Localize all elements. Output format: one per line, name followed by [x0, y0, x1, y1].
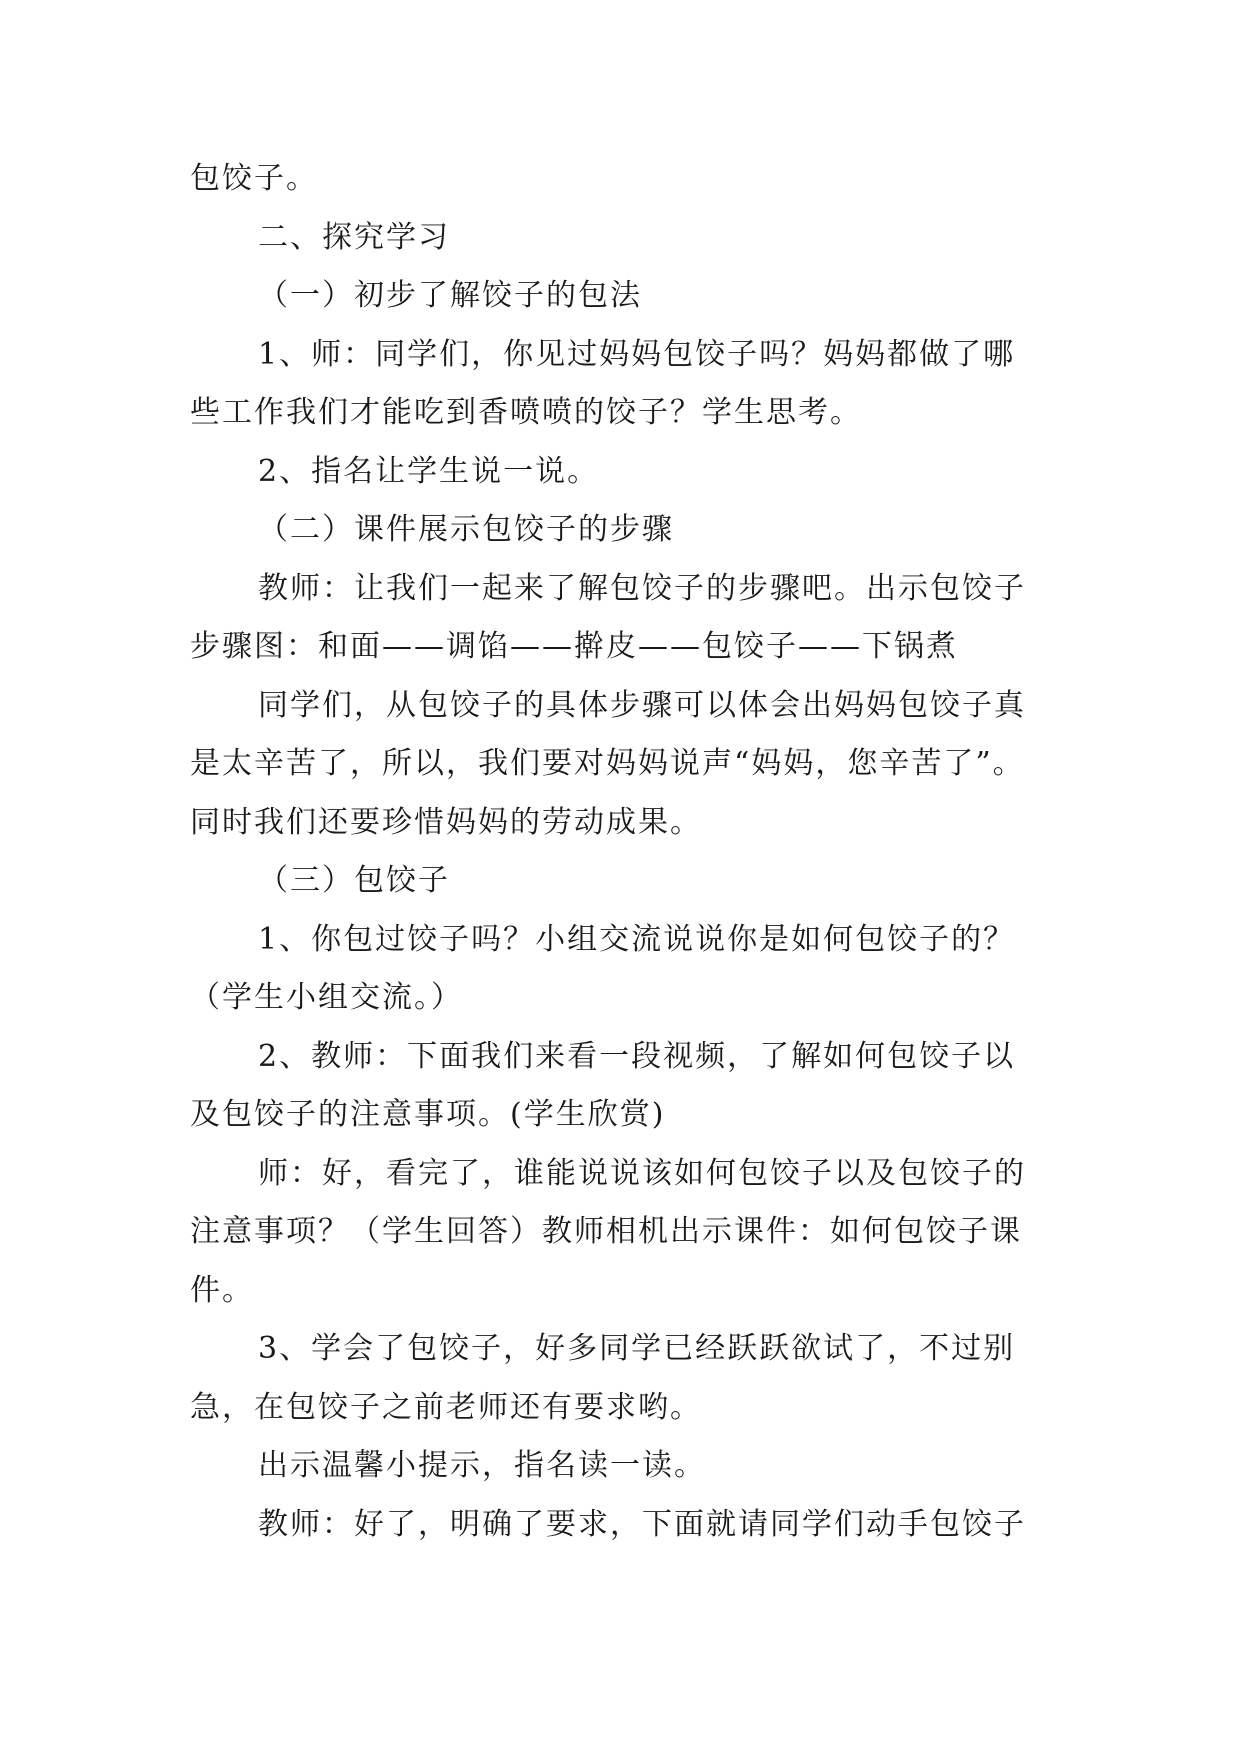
text-line-24: 教师：好了，明确了要求，下面就请同学们动手包饺子 [258, 1506, 1026, 1542]
text-line-16: 2、教师：下面我们来看一段视频，了解如何包饺子以 [258, 1038, 1016, 1074]
section-heading-explore: 二、探究学习 [258, 219, 450, 255]
text-line-6: 2、指名让学生说一说。 [258, 453, 600, 489]
text-line-15: （学生小组交流。） [190, 980, 463, 1015]
text-line-17: 及包饺子的注意事项。(学生欣赏) [190, 1097, 666, 1132]
text-line-10: 同学们，从包饺子的具体步骤可以体会出妈妈包饺子真 [258, 687, 1026, 723]
subheading-3: （三）包饺子 [258, 863, 450, 898]
text-line-12: 同时我们还要珍惜妈妈的劳动成果。 [190, 804, 702, 840]
text-line-9: 步骤图：和面——调馅——擀皮——包饺子——下锅煮 [190, 629, 958, 664]
document-body [190, 150, 1070, 1554]
subheading-1: （一）初步了解饺子的包法 [258, 278, 642, 313]
subheading-2: （二）课件展示包饺子的步骤 [258, 512, 674, 547]
text-line-22: 急，在包饺子之前老师还有要求哟。 [190, 1389, 702, 1425]
text-line-21: 3、学会了包饺子，好多同学已经跃跃欲试了，不过别 [258, 1331, 1016, 1366]
text-line-19: 注意事项？（学生回答）教师相机出示课件：如何包饺子课 [190, 1214, 1022, 1249]
text-line-8: 教师：让我们一起来了解包饺子的步骤吧。出示包饺子 [258, 570, 1026, 606]
text-line-14: 1、你包过饺子吗？小组交流说说你是如何包饺子的？ [258, 921, 1016, 957]
text-line-20: 件。 [190, 1272, 254, 1308]
text-line-5: 些工作我们才能吃到香喷喷的饺子？学生思考。 [190, 395, 862, 430]
text-line-4: 1、师：同学们，你见过妈妈包饺子吗？妈妈都做了哪 [258, 336, 1016, 372]
text-line-18: 师：好，看完了，谁能说说该如何包饺子以及包饺子的 [258, 1155, 1026, 1191]
text-line-11: 是太辛苦了，所以，我们要对妈妈说声“妈妈，您辛苦了”。 [190, 746, 1025, 781]
text-line-1: 包饺子。 [190, 161, 318, 196]
text-line-23: 出示温馨小提示，指名读一读。 [258, 1448, 706, 1483]
